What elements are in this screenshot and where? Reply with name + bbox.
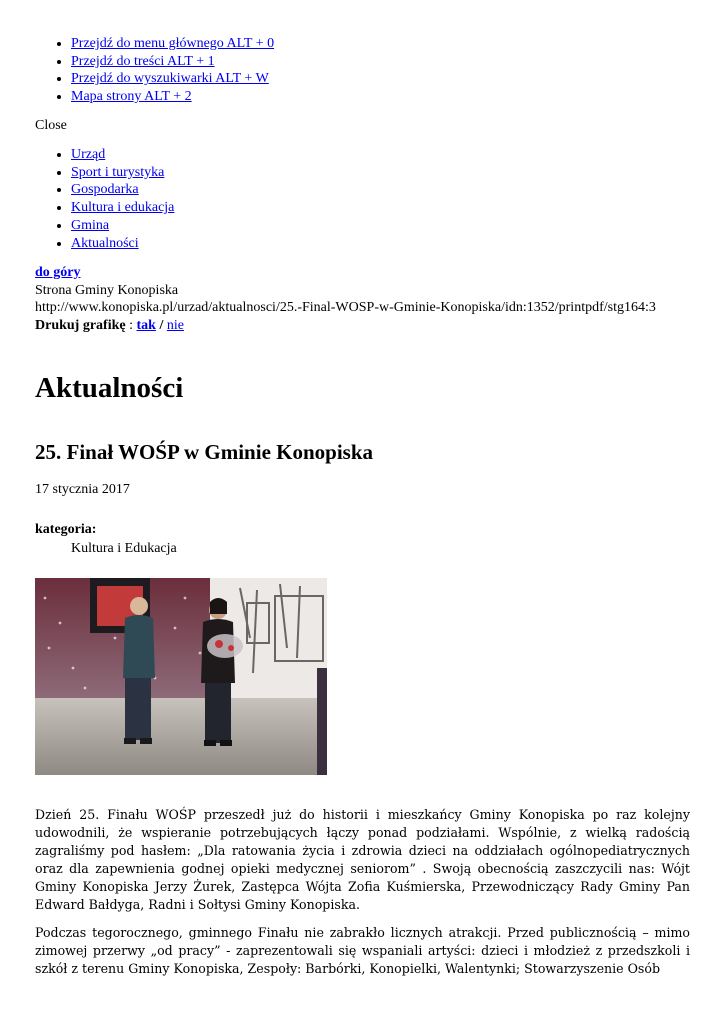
menu-link-gospodarka[interactable]: Gospodarka [71, 182, 139, 198]
menu-item [71, 217, 174, 235]
back-to-top-link[interactable]: do góry [35, 265, 81, 280]
menu-link-urzad[interactable]: Urząd [71, 147, 106, 162]
print-graphics-no-link[interactable]: nie [166, 317, 184, 333]
category-label: kategoria: [35, 522, 97, 537]
menu-link-kultura[interactable]: Kultura i edukacja [71, 200, 175, 216]
article-body [35, 806, 690, 988]
category-value: Kultura i Edukacja [71, 541, 177, 556]
skip-to-content-link[interactable]: Przejdź do treści ALT + 1 [71, 53, 215, 69]
skip-link-item [71, 53, 274, 71]
skip-link-item [71, 35, 274, 53]
menu-item [71, 146, 174, 164]
menu-link-gmina[interactable]: Gmina [71, 217, 110, 233]
skip-link-item [71, 88, 274, 106]
menu-link-sport[interactable]: Sport i turystyka [71, 164, 165, 180]
print-graphics-slash: / [155, 317, 167, 333]
article-paragraph: Podczas tegorocznego, gminnego Finału nie zabrakło licznych atrakcji. Przed publicznością – mimo zimowej przerwy „od pracy” - zaprezentowali się wspaniali artyści: dzieci i młodzież z przedszkoli i szkół z terenu Gminy Konopiska, Zespoły: Barbórki, Konopielki, Walentynki; Stowarzyszenie Osób [35, 925, 690, 976]
article-photo [35, 578, 327, 775]
menu-item [71, 164, 174, 182]
article-title: 25. Finał WOŚP w Gminie Konopiska [35, 440, 374, 464]
menu-item [71, 199, 174, 217]
print-info [35, 264, 690, 334]
menu-link-aktualnosci[interactable]: Aktualności [71, 235, 139, 251]
article-paragraph: Dzień 25. Finału WOŚP przeszedł już do historii i mieszkańcy Gminy Konopiska po raz kolejny udowodnili, że wspieranie potrzebujących łączy ponad podziałami. Wspólnie, z wielką radością zagraliśmy pod hasłem: „Dla ratowania życia i zdrowia dzieci na oddziałach ogólnopediatrycznych oraz dla zapewnienia godnej opieki medycznej seniorom” . Swoją obecnością zaszczycili nas: Wójt Gminy Konopiska Jerzy Żurek, Zastępca Wójta Zofia Kuśmierska, Przewodniczący Rady Gminy Pan Edward Bałdyga, Radni i Sołtysi Gminy Konopiska. [35, 807, 690, 912]
skip-to-search-link[interactable]: Przejdź do wyszukiwarki ALT + W [71, 71, 269, 87]
menu-item [71, 235, 174, 253]
site-name: Strona Gminy Konopiska [35, 282, 179, 298]
menu-item [71, 181, 174, 199]
section-title: Aktualności [35, 372, 184, 404]
print-graphics-separator: : [125, 317, 137, 333]
skip-links-list [35, 35, 274, 106]
skip-to-main-menu-link[interactable]: Przejdź do menu głównego ALT + 0 [71, 36, 275, 51]
close-label: Close [35, 118, 67, 133]
print-graphics-label: Drukuj grafikę [35, 317, 126, 333]
sitemap-link[interactable]: Mapa strony ALT + 2 [71, 89, 192, 105]
article-date: 17 stycznia 2017 [35, 482, 130, 497]
print-graphics-yes-link[interactable]: tak [136, 317, 156, 333]
main-menu-list [35, 146, 174, 252]
skip-link-item [71, 70, 274, 88]
print-url: http://www.konopiska.pl/urzad/aktualnosci/25.-Final-WOSP-w-Gminie-Konopiska/idn:1352/printpdf/stg164:3 [35, 300, 656, 315]
